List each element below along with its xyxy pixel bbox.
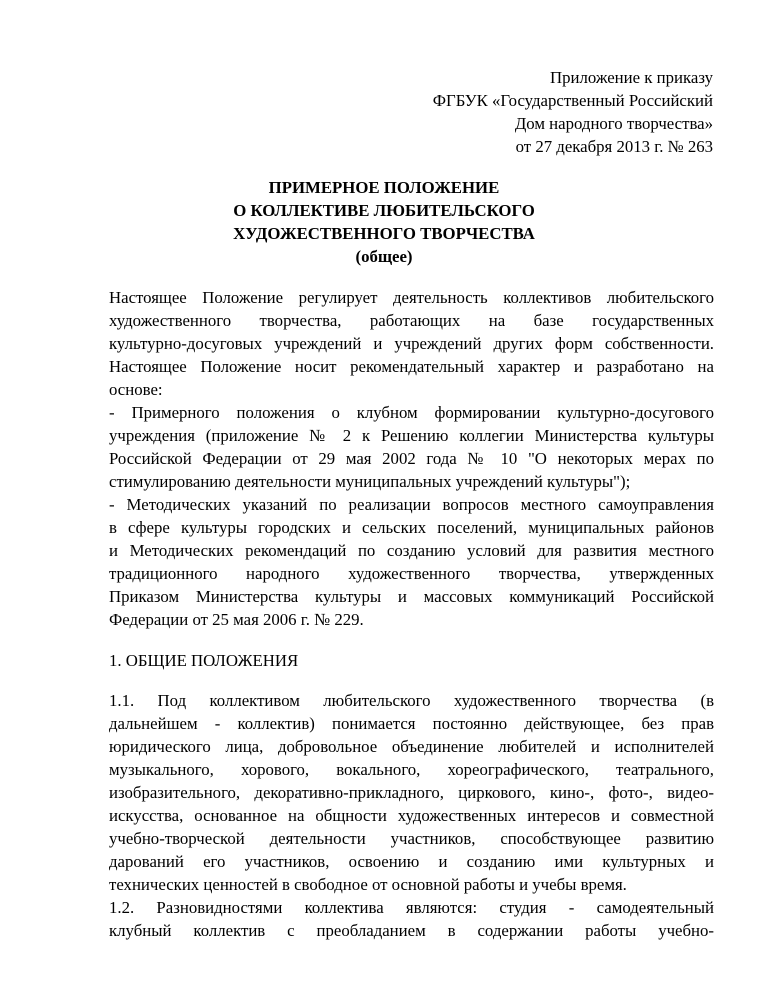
intro-line: и Методических рекомендаций по созданию условий для развития местного (109, 541, 714, 560)
section-line: изобразительного, декоративно-прикладного, циркового, кино-, фото-, видео- (109, 783, 714, 802)
intro-line: Российской Федерации от 29 мая 2002 года № 10 "О некоторых мерах по (109, 449, 714, 468)
section-heading: 1. ОБЩИЕ ПОЛОЖЕНИЯ (109, 651, 299, 670)
intro-line: стимулированию деятельности муниципальных учреждений культуры"); (109, 472, 631, 491)
intro-line: Настоящее Положение регулирует деятельность коллективов любительского (109, 288, 714, 307)
document-title: ХУДОЖЕСТВЕННОГО ТВОРЧЕСТВА (233, 224, 535, 243)
intro-line: - Методических указаний по реализации вопросов местного самоуправления (109, 495, 714, 514)
intro-line: Федерации от 25 мая 2006 г. № 229. (109, 610, 364, 629)
document-title: О КОЛЛЕКТИВЕ ЛЮБИТЕЛЬСКОГО (233, 201, 535, 220)
section-line: клубный коллектив с преобладанием в содержании работы учебно- (109, 921, 714, 940)
intro-line: культурно-досуговых учреждений и учреждений других форм собственности. (109, 334, 714, 353)
section-line: юридического лица, добровольное объединение любителей и исполнителей (109, 737, 714, 756)
intro-line: Приказом Министерства культуры и массовых коммуникаций Российской (109, 587, 714, 606)
intro-line: учреждения (приложение № 2 к Решению коллегии Министерства культуры (109, 426, 714, 445)
intro-line: традиционного народного художественного творчества, утвержденных (109, 564, 714, 583)
intro-line: в сфере культуры городских и сельских поселений, муниципальных районов (109, 518, 714, 537)
section-line: технических ценностей в свободное от основной работы и учебы время. (109, 875, 627, 894)
intro-line: - Примерного положения о клубном формировании культурно-досугового (109, 403, 714, 422)
section-line: музыкального, хорового, вокального, хореографического, театрального, (109, 760, 714, 779)
document-subtitle: (общее) (355, 247, 413, 266)
annex-line: Дом народного творчества» (514, 114, 713, 133)
section-line: 1.1. Под коллективом любительского художественного творчества (в (109, 691, 714, 710)
annex-line: ФГБУК «Государственный Российский (432, 91, 713, 110)
section-line: искусства, основанное на общности художественных интересов и совместной (109, 806, 714, 825)
intro-line: Настоящее Положение носит рекомендательный характер и разработано на (109, 357, 714, 376)
document-title: ПРИМЕРНОЕ ПОЛОЖЕНИЕ (268, 178, 500, 197)
annex-line: Приложение к приказу (550, 68, 713, 87)
section-line: 1.2. Разновидностями коллектива являются: студия - самодеятельный (109, 898, 714, 917)
section-line: дальнейшем - коллектив) понимается постоянно действующее, без прав (109, 714, 714, 733)
section-line: учебно-творческой деятельности участников, способствующее развитию (109, 829, 714, 848)
intro-line: художественного творчества, работающих на базе государственных (109, 311, 714, 330)
section-line: дарований его участников, освоению и созданию ими культурных и (109, 852, 714, 871)
annex-line: от 27 декабря 2013 г. № 263 (515, 137, 713, 156)
intro-line: основе: (109, 380, 163, 399)
